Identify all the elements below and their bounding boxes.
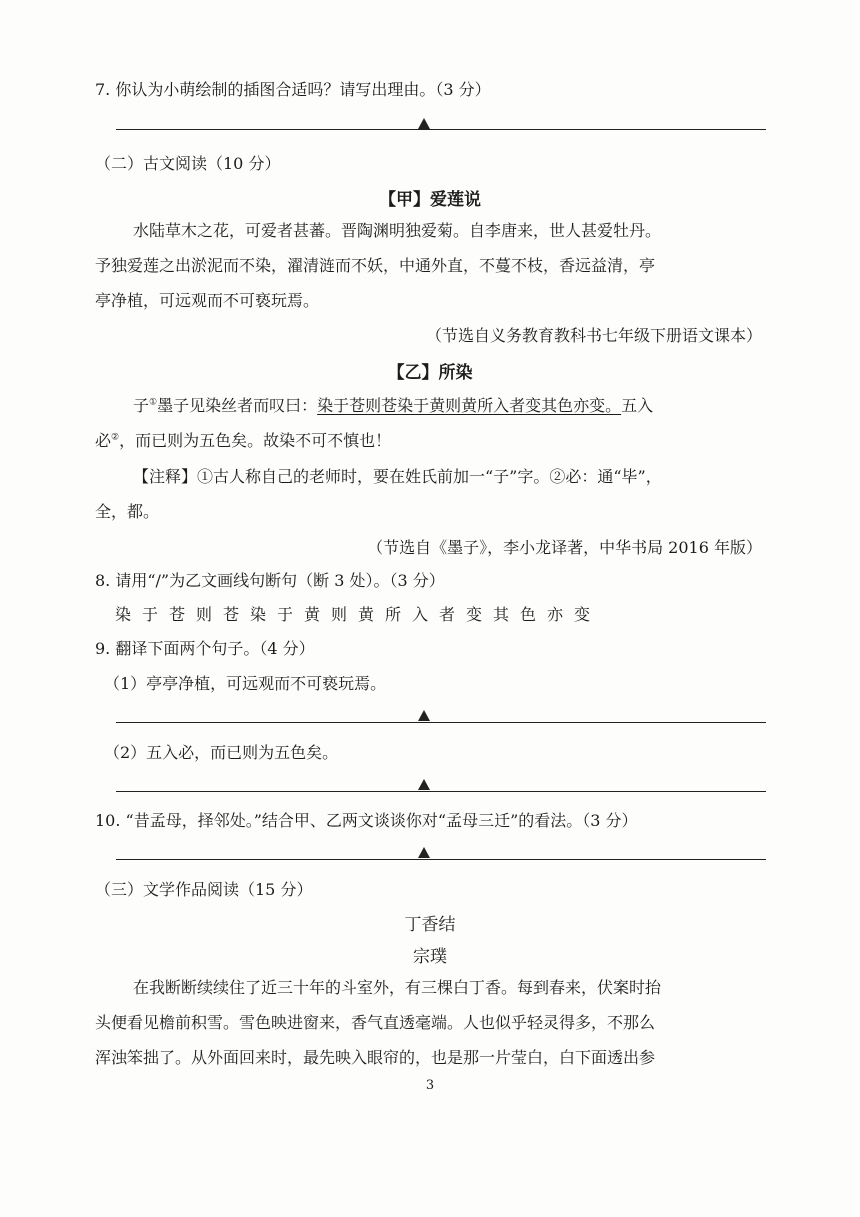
passage-yi-title: 【乙】所染	[387, 363, 473, 383]
notes-line-1: 【注释】①古人称自己的老师时，要在姓氏前加一“子”字。②必：通“毕”，	[133, 467, 662, 486]
passage-yi-text: 必	[95, 431, 112, 450]
passage-yi-line-2	[95, 428, 391, 451]
passage-yi-text: 子	[133, 396, 150, 415]
passage-jia-source: （节选自义务教育教科书七年级下册语文课本）	[425, 326, 762, 345]
section-title-literature: （三）文学作品阅读（15 分）	[95, 880, 313, 899]
section-title-classical: （二）古文阅读（10 分）	[95, 154, 281, 173]
answer-line-q7[interactable]	[116, 129, 766, 130]
page-number: 3	[425, 1078, 435, 1093]
essay-line-1: 在我断断续续住了近三十年的斗室外，有三棵白丁香。每到春来，伏案时抬	[133, 978, 662, 997]
passage-jia-line-1: 水陆草木之花，可爱者甚蕃。晋陶渊明独爱菊。自李唐来，世人甚爱牡丹。	[133, 221, 662, 240]
passage-yi-line-1	[133, 393, 653, 416]
answer-line-q9-2[interactable]	[116, 791, 766, 792]
passage-yi-text: ，而已则为五色矣。故染不可不慎也！	[119, 431, 392, 450]
underlined-sentence: 染于苍则苍染于黄则黄所入者变其色亦变。	[317, 396, 622, 415]
footnote-marker-1: ①	[149, 397, 158, 408]
question-8: 8. 请用“/”为乙文画线句断句（断 3 处）。（3 分）	[95, 571, 445, 590]
question-10: 10. “昔孟母，择邻处。”结合甲、乙两文谈谈你对“孟母三迁”的看法。（3 分）	[95, 811, 638, 830]
notes-line-2: 全，都。	[95, 502, 160, 521]
passage-jia-line-3: 亭净植，可远观而不可亵玩焉。	[95, 291, 320, 310]
essay-line-2: 头便看见檐前积雪。雪色映进窗来，香气直透毫端。人也似乎轻灵得多，不那么	[95, 1013, 656, 1032]
passage-yi-text: 墨子见染丝者而叹曰：	[157, 396, 318, 415]
question-8-sentence[interactable]: 染于苍则苍染于黄则黄所入者变其色亦变	[115, 605, 602, 624]
answer-marker-icon	[418, 779, 430, 790]
passage-yi-source: （节选自《墨子》，李小龙译著，中华书局 2016 年版）	[367, 538, 762, 557]
answer-line-q9-1[interactable]	[116, 722, 766, 723]
answer-line-q10[interactable]	[116, 859, 766, 860]
essay-line-3: 浑浊笨拙了。从外面回来时，最先映入眼帘的，也是那一片莹白，白下面透出参	[95, 1048, 656, 1067]
passage-yi-text: 五入	[621, 396, 654, 415]
question-7: 7. 你认为小萌绘制的插图合适吗？请写出理由。（3 分）	[95, 80, 491, 99]
question-9-part-2: （2）五入必，而已则为五色矣。	[104, 743, 339, 762]
question-9: 9. 翻译下面两个句子。（4 分）	[95, 639, 315, 658]
passage-jia-line-2: 予独爱莲之出淤泥而不染，濯清涟而不妖，中通外直，不蔓不枝，香远益清，亭	[95, 256, 656, 275]
footnote-marker-2: ②	[111, 432, 120, 443]
answer-marker-icon	[418, 118, 430, 129]
question-9-part-1: （1）亭亭净植，可远观而不可亵玩焉。	[104, 674, 387, 693]
answer-marker-icon	[418, 847, 430, 858]
answer-marker-icon	[418, 710, 430, 721]
essay-author: 宗璞	[413, 947, 447, 967]
passage-jia-title: 【甲】爱莲说	[379, 190, 481, 210]
essay-title: 丁香结	[404, 915, 456, 935]
